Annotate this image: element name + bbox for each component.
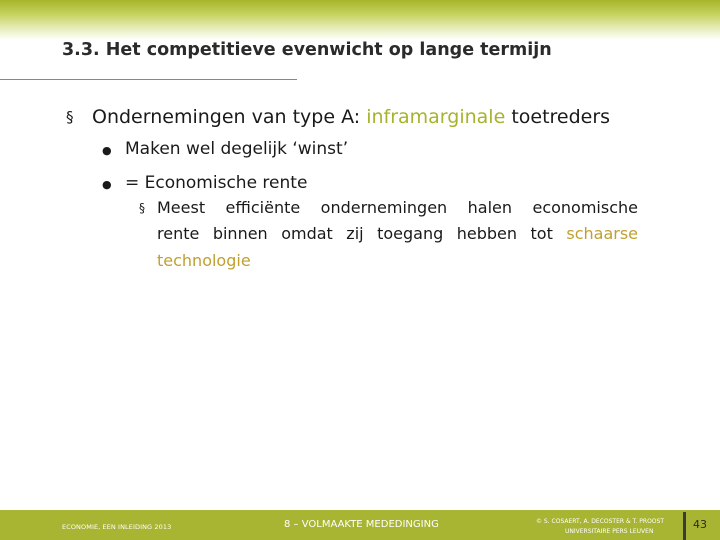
highlight-term: schaarse [566,224,638,243]
footer-divider [683,512,686,540]
bullet-text: Ondernemingen van type A: [92,106,367,128]
footer-publisher: UNIVERSITAIRE PERS LEUVEN [565,528,654,535]
bullet-level3-line3 [157,251,251,270]
bullet-text: rente binnen omdat zij toegang hebben tot [157,224,567,243]
bullet-level1 [92,106,610,128]
footer-course: ECONOMIE, EEN INLEIDING 2013 [62,523,172,531]
bullet-level3-line2 [157,224,638,243]
bullet-level2: Maken wel degelijk ‘winst’ [125,139,349,159]
footer-chapter: 8 – VOLMAAKTE MEDEDINGING [284,519,439,530]
highlight-term: inframarginale [366,106,506,128]
highlight-term: technologie [157,251,251,270]
bullet-level2: = Economische rente [125,173,308,193]
footer-bar [0,510,720,540]
bullet-dot-icon: ● [102,178,112,191]
footer-copyright: © S. COSAERT, A. DECOSTER & T. PROOST [536,518,665,525]
slide-title: 3.3. Het competitieve evenwicht op lange termijn [62,40,552,60]
bullet-text: toetreders [505,106,611,128]
bullet-dot-icon: ● [102,144,112,157]
page-number: 43 [693,518,707,531]
bullet-marker: § [66,108,74,126]
bullet-marker: § [139,201,145,215]
bullet-level3-line1: Meest efficiënte ondernemingen halen economische [157,198,638,217]
